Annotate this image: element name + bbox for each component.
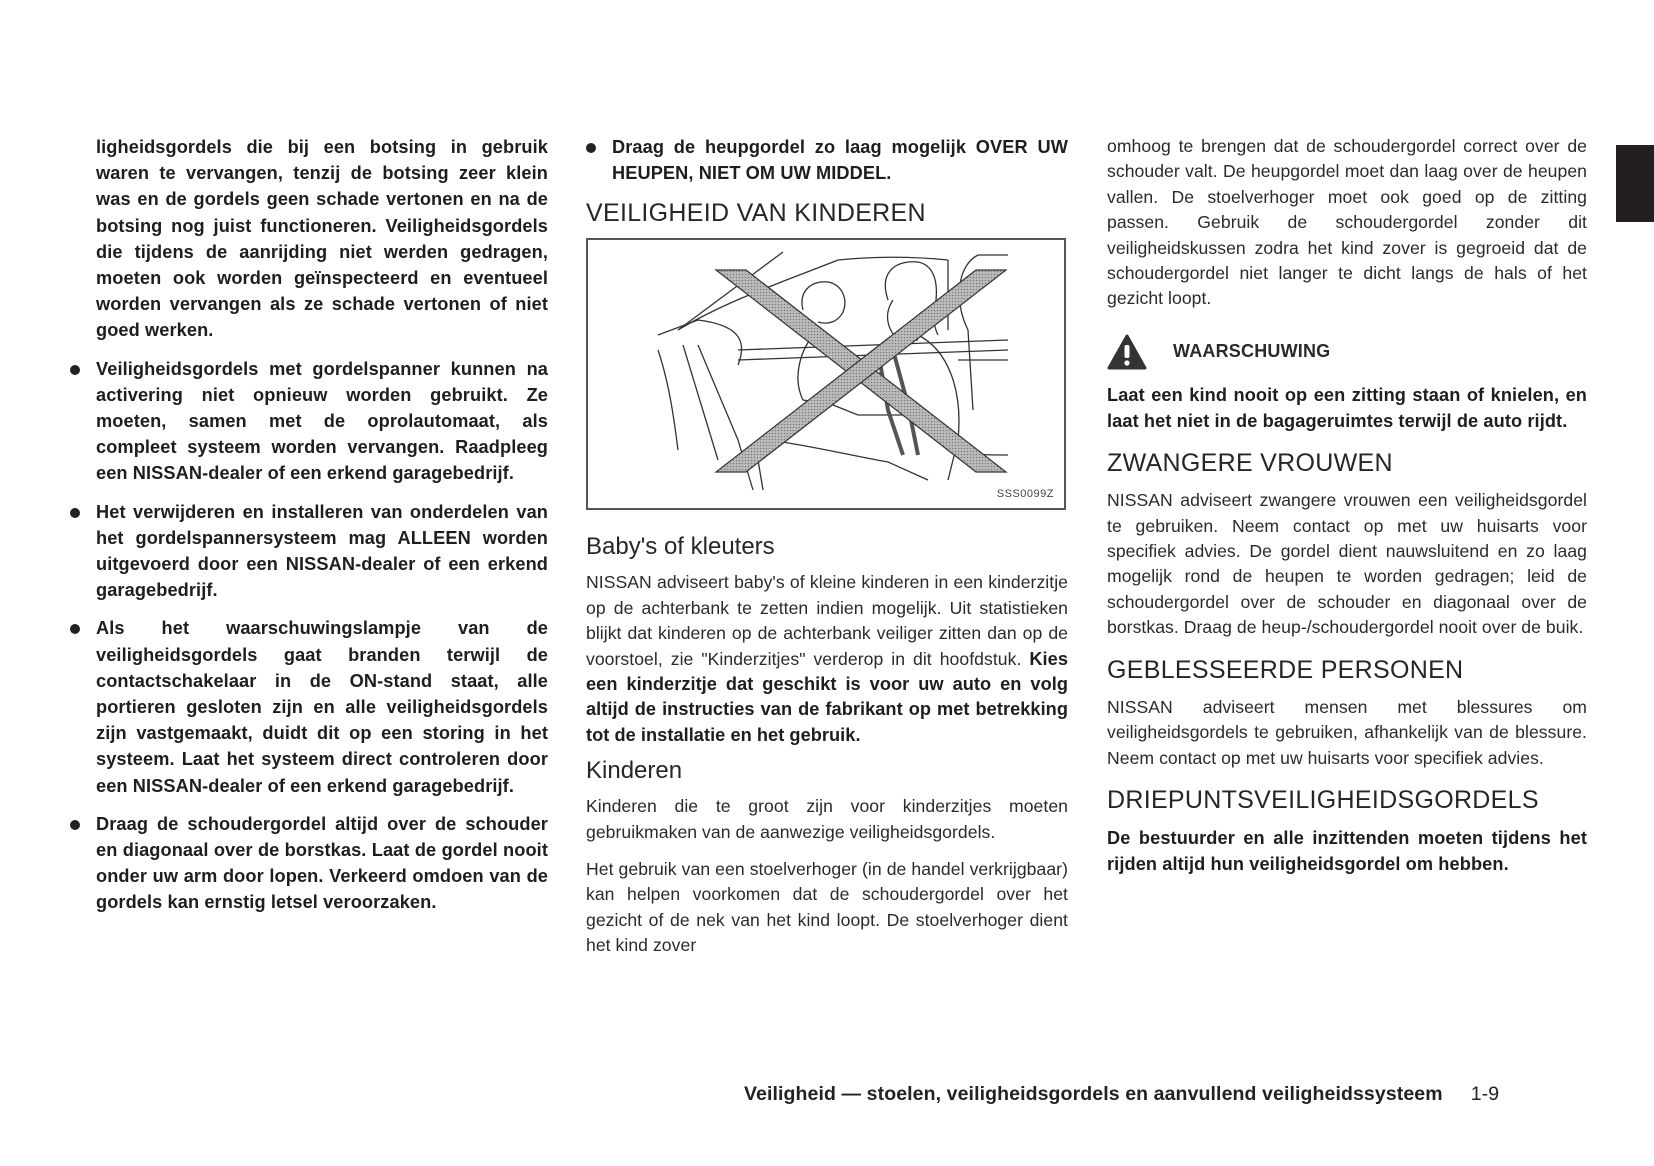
bullet-item [586,134,1068,186]
bullet-item [70,811,548,916]
bullet-item [70,615,548,798]
crossed-out-illustration-icon [588,240,1064,508]
section-title-child-safety: VEILIGHEID VAN KINDEREN [586,199,926,228]
children-paragraph-1: Kinderen die te groot zijn voor kinderzitjes moeten gebruikmaken van de aanwezige veiligheidsgordels. [586,796,1068,842]
left-column [70,134,548,916]
middle-column [586,134,1068,959]
babies-text-bold: Kies een kinderzitje dat geschikt is voor uw auto en volg altijd de instructies van de fabrikant op met betrekking tot de installatie en het gebruik. [586,648,1068,745]
right-column [1107,134,1587,877]
children-paragraph-2: Het gebruik van een stoelverhoger (in de handel verkrijgbaar) kan helpen voorkomen dat de schoudergordel over het gezicht of de nek van het kind loopt. De stoelverhoger dient het kind zover [586,859,1068,956]
three-point-paragraph: De bestuurder en alle inzittenden moeten tijdens het rijden altijd hun veiligheidsgordel om hebben. [1107,827,1587,875]
child-seating-figure [586,238,1066,510]
continuation-paragraph: ligheidsgordels die bij een botsing in gebruik waren te vervangen, tenzij de botsing zeer klein was en de gordels geen schade vertonen en na de botsing nog juist functioneren. Veiligheidsgordels die tijdens de aanrijding niet werden gedragen, moeten ook worden geïnspecteerd en eventueel worden vervangen als ze schade vertonen of niet goed werken. [96,137,548,341]
injured-paragraph: NISSAN adviseert mensen met blessures om veiligheidsgordels te gebruiken, afhankelijk van de blessure. Neem contact op met uw huisarts voor specifiek advies. [1107,696,1587,768]
warning-label: WAARSCHUWING [1173,341,1331,362]
chapter-tab-marker [1616,145,1654,222]
warning-text: Laat een kind nooit op een zitting staan of knielen, en laat het niet in de bagageruimtes terwijl de auto rijdt. [1107,384,1587,432]
bullet-text: Draag de schoudergordel altijd over de schouder en diagonaal over de borstkas. Laat de gordel nooit onder uw arm door lopen. Verkeerd omdoen van de gordels kan ernstig letsel veroorzaken. [96,813,548,913]
page-number: 1-9 [1470,1083,1500,1105]
subsection-title-babies: Baby's of kleuters [586,533,775,561]
babies-text-regular: NISSAN adviseert baby's of kleine kinderen in een kinderzitje op de achterbank te zetten indien mogelijk. Uit statistieken blijkt dat kinderen op de achterbank veiliger zitten dan op de voorstoel, zie "Kinderzitjes" verderop in dit hoofdstuk. [586,572,1068,669]
bullet-text: Veiligheidsgordels met gordelspanner kunnen na activering niet opnieuw worden gebruikt. Ze moeten, samen met de oprolautomaat, als compleet systeem worden vervangen. Raadpleeg een NISSAN-dealer of een erkend garagebedrijf. [96,358,548,484]
pregnant-paragraph: NISSAN adviseert zwangere vrouwen een veiligheidsgordel te gebruiken. Neem contact op met uw huisarts voor specifiek advies. De gordel dient nauwsluitend en zo laag mogelijk rond de heupen te worden gedragen; leid de schoudergordel over de schouder en diagonaal over de borstkas. Draag de heup-/schoudergordel nooit over de buik. [1107,490,1587,638]
warning-triangle-icon [1107,334,1147,370]
bullet-text: Het verwijderen en installeren van onderdelen van het gordelspannersysteem mag ALLEEN worden uitgevoerd door een NISSAN-dealer of een erkend garagebedrijf. [96,501,548,601]
bullet-text: Draag de heupgordel zo laag mogelijk OVER UW HEUPEN, NIET OM UW MIDDEL. [612,137,1068,184]
footer-section-title: Veiligheid — stoelen, veiligheidsgordels en aanvullend veiligheidssysteem [744,1083,1443,1105]
page-footer [744,1083,1499,1106]
section-title-pregnant: ZWANGERE VROUWEN [1107,449,1393,478]
bullet-text: Als het waarschuwingslampje van de veiligheidsgordels gaat branden terwijl de contactschakelaar in de ON-stand staat, alle portieren gesloten zijn en alle veiligheidsgordels zijn vastgemaakt, duidt dit op een storing in het systeem. Laat het systeem direct controleren door een NISSAN-dealer of een erkend garagebedrijf. [96,618,548,796]
babies-paragraph [586,570,1068,748]
figure-code: SSS0099Z [996,488,1054,501]
bullet-dot-icon [70,624,80,634]
bullet-dot-icon [70,365,80,375]
continuation-paragraph-right: omhoog te brengen dat de schoudergordel correct over de schouder valt. De heupgordel moet dan laag over de heupen vallen. De stoelverhoger moet ook goed op de zitting passen. Gebruik de schoudergordel zonder dit veiligheidskussen zodra het kind zover is gegroeid dat de schoudergordel niet langer te dicht langs de hals of het gezicht loopt. [1107,136,1587,309]
bullet-dot-icon [586,143,596,153]
subsection-title-children: Kinderen [586,757,683,785]
section-title-three-point-belts: DRIEPUNTSVEILIGHEIDSGORDELS [1107,785,1539,814]
bullet-item [70,499,548,604]
bullet-dot-icon [70,508,80,518]
bullet-dot-icon [70,820,80,830]
section-title-injured: GEBLESSEERDE PERSONEN [1107,655,1464,684]
warning-header [1107,334,1587,370]
bullet-item [70,356,548,487]
